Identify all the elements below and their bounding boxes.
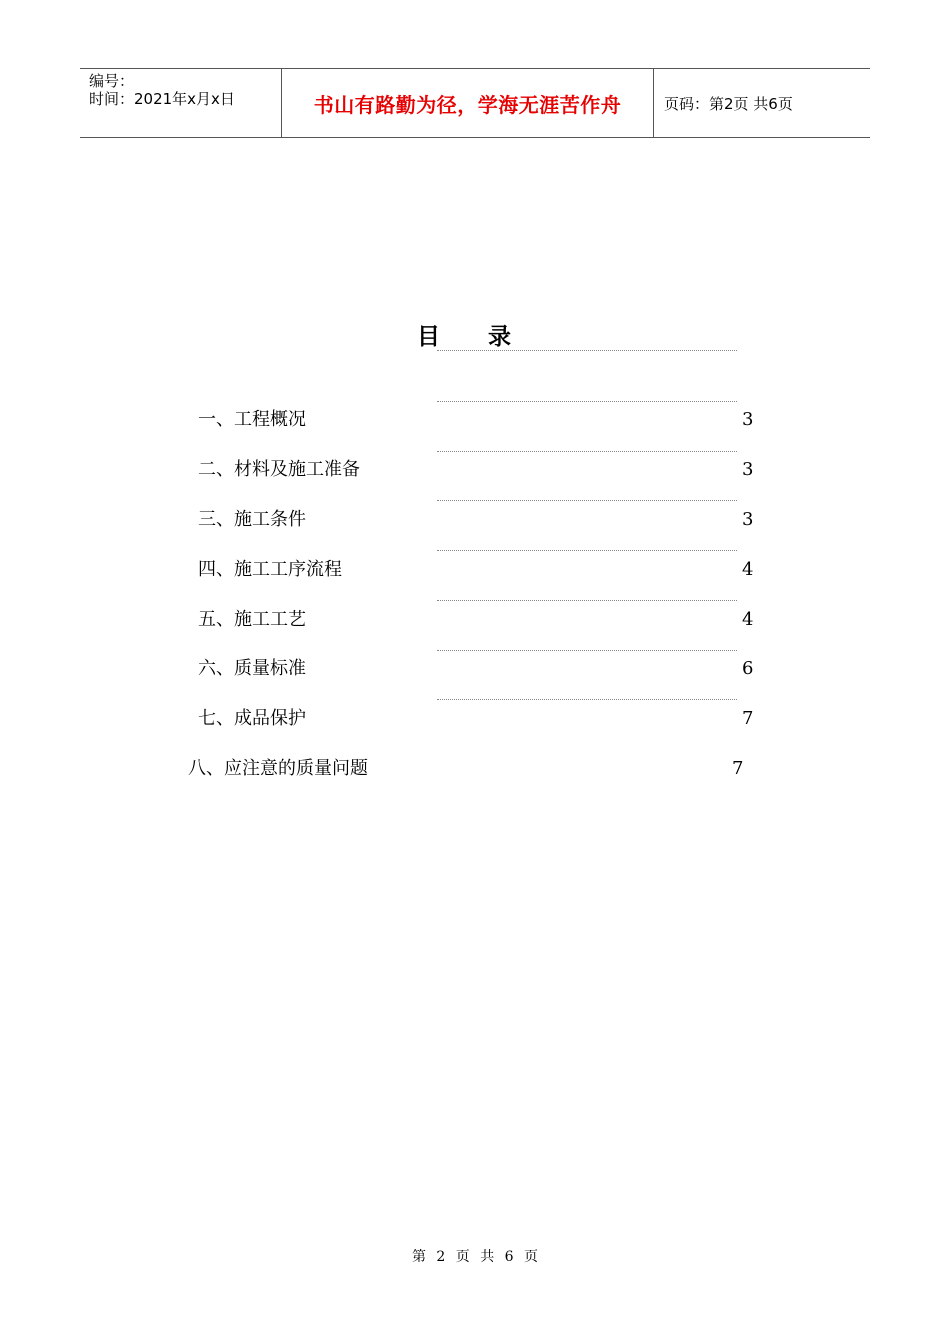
toc-item-page: 3 <box>742 459 754 480</box>
toc-leader-rule <box>437 650 737 651</box>
toc-leader-rule <box>437 699 737 700</box>
toc-title: 目 录 <box>417 324 512 350</box>
toc-item-page: 6 <box>742 658 754 679</box>
toc-item-label: 三、施工条件 <box>198 509 306 530</box>
document-time: 时间：2021年x月x日 <box>89 90 235 108</box>
toc-leader-rule <box>437 550 737 551</box>
header-page-info: 页码：第2页 共6页 <box>664 94 793 113</box>
toc-item-page: 4 <box>742 559 754 580</box>
toc-item-page: 3 <box>742 509 754 530</box>
toc-leader-rule <box>437 401 737 402</box>
toc-leader-rule <box>437 500 737 501</box>
toc-item-label: 五、施工工艺 <box>198 609 306 630</box>
toc-leader-rule <box>437 600 737 601</box>
header-motto: 书山有路勤为径，学海无涯苦作舟 <box>313 92 622 117</box>
toc-item-label: 二、材料及施工准备 <box>198 459 360 480</box>
toc-item-page: 7 <box>742 708 754 729</box>
toc-item-page: 4 <box>742 609 754 630</box>
toc-item-label: 六、质量标准 <box>198 658 306 679</box>
toc-item-label: 七、成品保护 <box>198 708 306 729</box>
toc-item-page: 3 <box>742 409 754 430</box>
toc-item-label: 一、工程概况 <box>198 409 306 430</box>
toc-item-page: 7 <box>732 758 744 779</box>
toc-item-label: 四、施工工序流程 <box>198 559 342 580</box>
toc-item-label: 八、应注意的质量问题 <box>188 758 368 779</box>
toc-leader-rule <box>437 451 737 452</box>
document-number-label: 编号： <box>89 72 135 90</box>
page-footer: 第 2 页 共 6 页 <box>411 1249 539 1265</box>
